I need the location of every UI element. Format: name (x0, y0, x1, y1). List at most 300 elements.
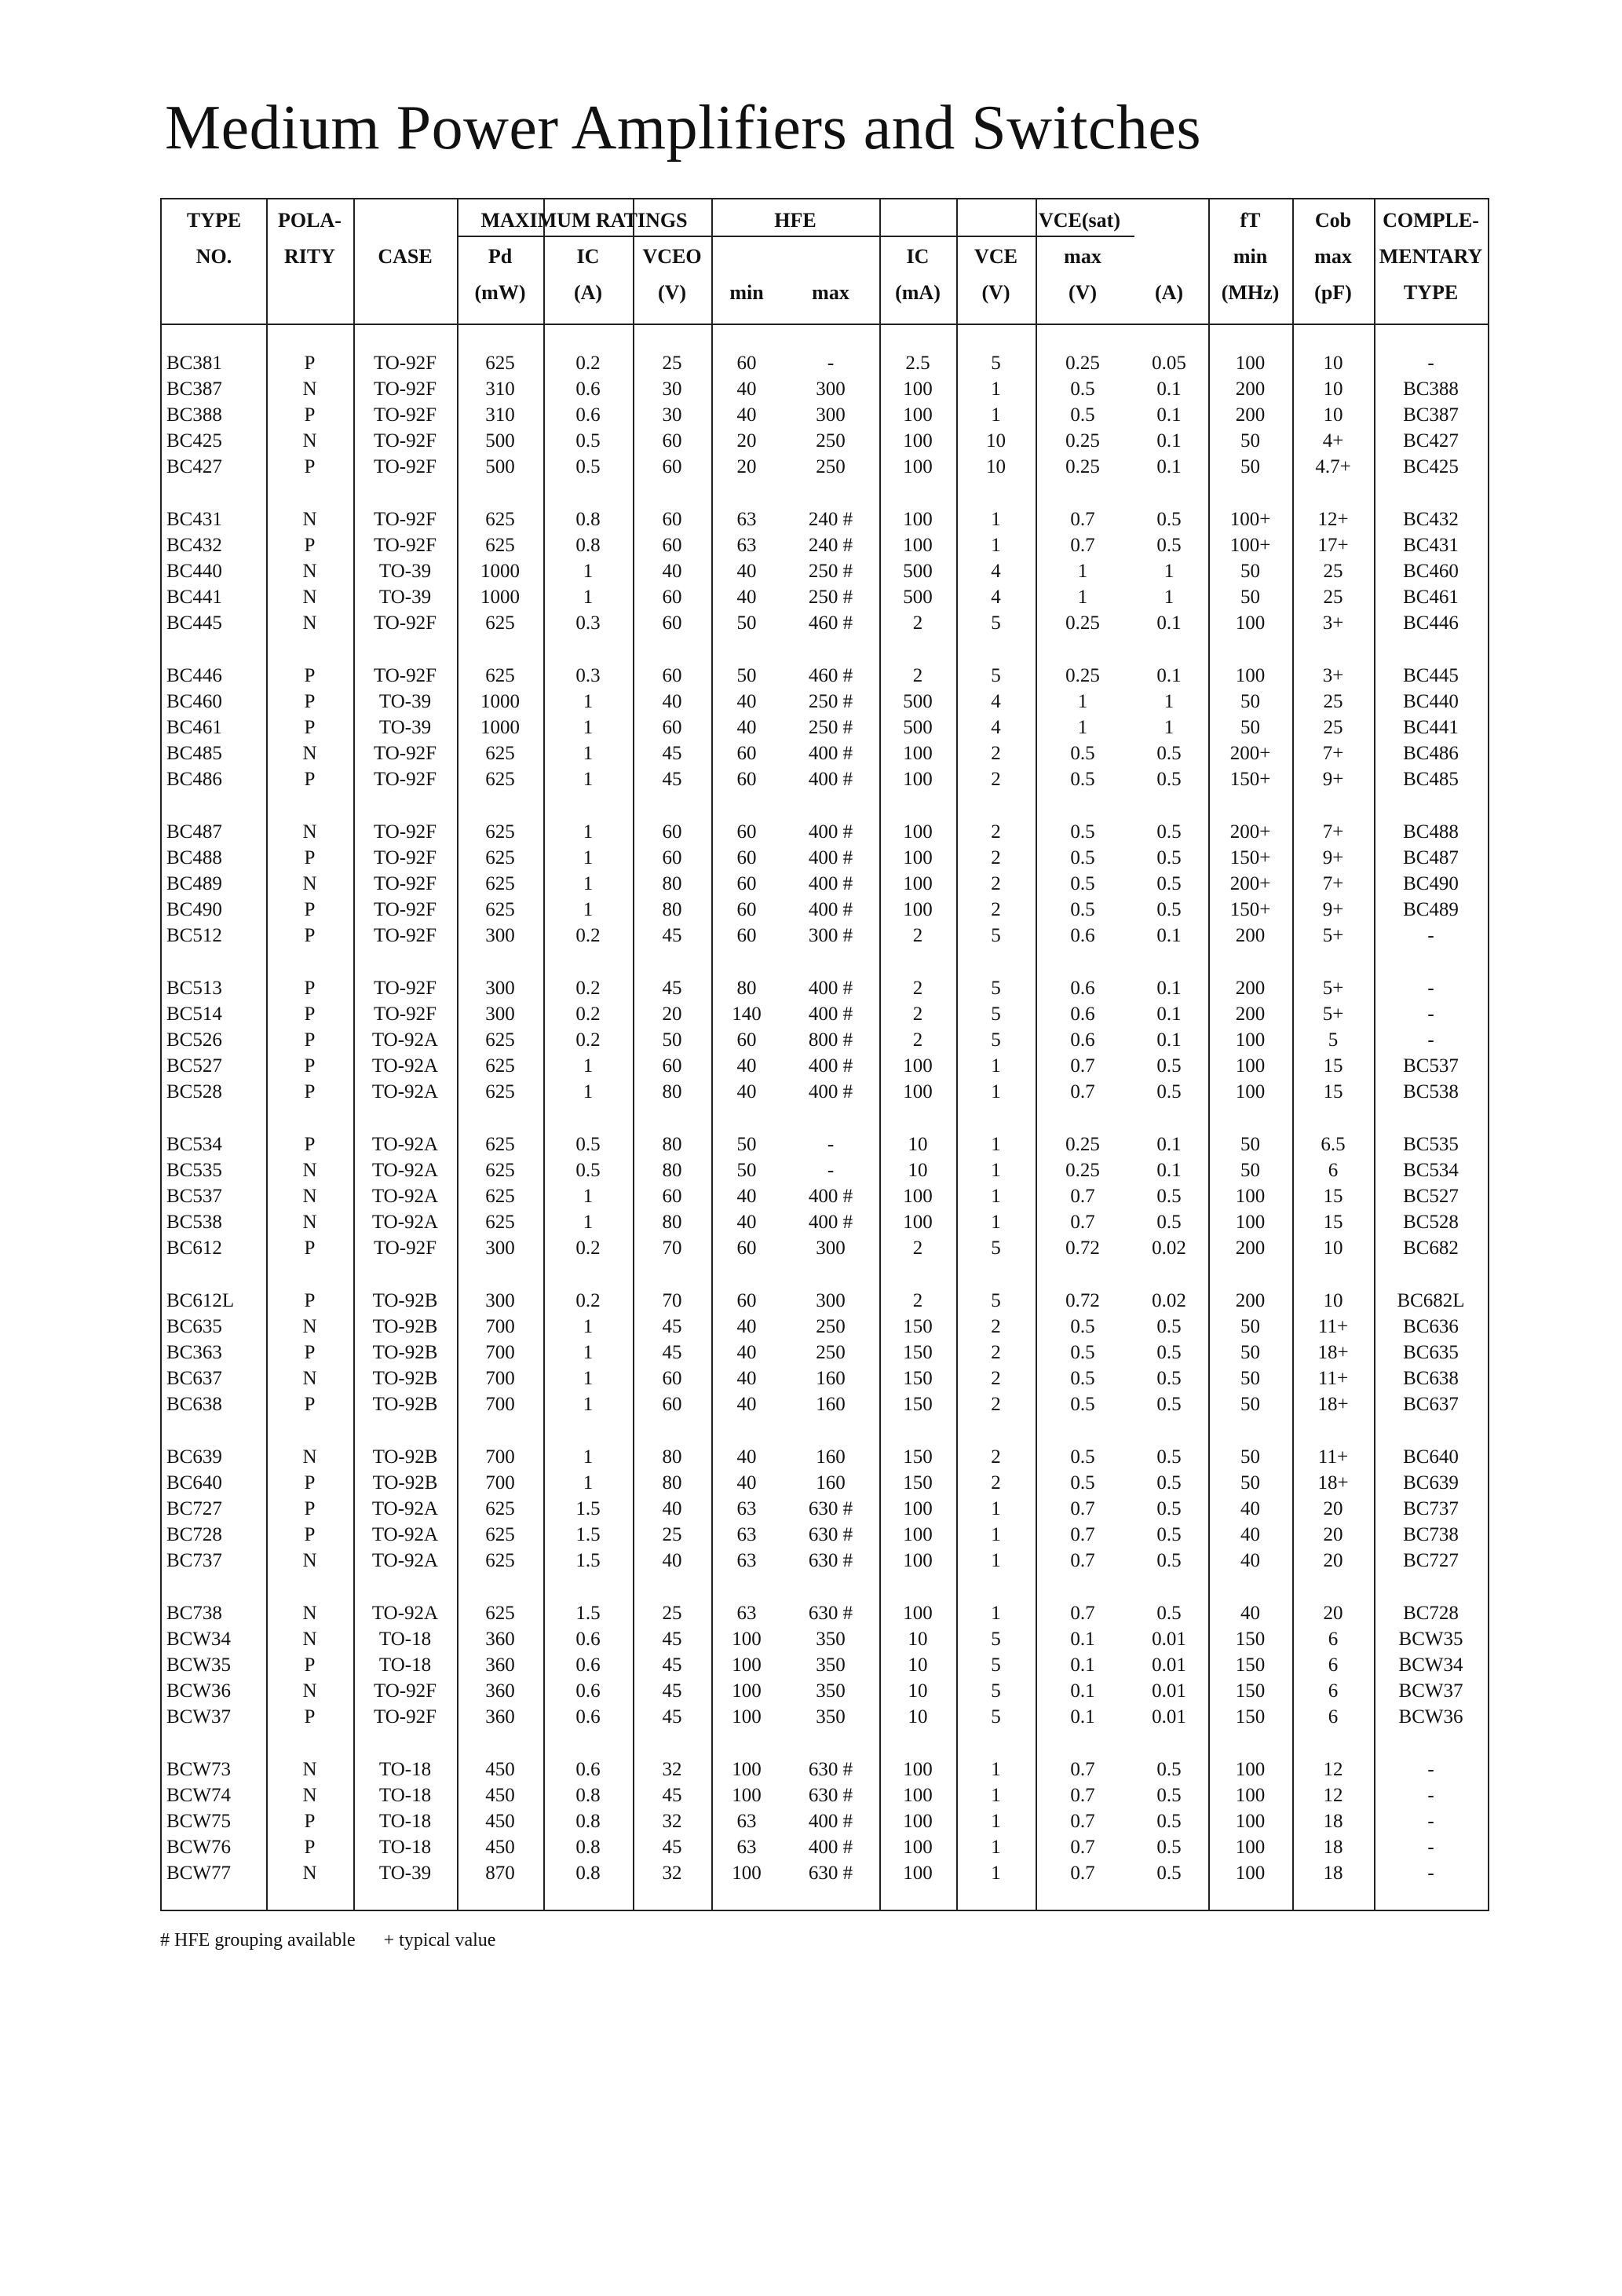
cell-type-no: BC635 (166, 1316, 222, 1337)
cell-vcesat-a: 0.5 (1156, 535, 1182, 556)
header-polarity: POLA- (278, 209, 342, 232)
cell-hfe-min: 40 (736, 404, 757, 426)
cell-ic: 0.5 (575, 1134, 601, 1155)
cell-hfe-max: 400 # (808, 1004, 853, 1025)
cell-vceo: 80 (662, 1446, 682, 1468)
cell-ft-min: 100 (1235, 1055, 1266, 1077)
cell-complementary: BC534 (1403, 1160, 1459, 1181)
cell-hfe-min: 50 (736, 1160, 757, 1181)
cell-ft-min: 50 (1240, 1446, 1260, 1468)
cell-ic: 0.6 (575, 1706, 601, 1727)
cell-ic: 0.6 (575, 404, 601, 426)
cell-hfe-ic: 100 (903, 743, 933, 764)
cell-ic: 0.2 (575, 353, 601, 374)
cell-vcesat-max: 0.5 (1070, 847, 1095, 868)
cell-complementary: BC486 (1403, 743, 1459, 764)
cell-case: TO-92F (373, 456, 437, 477)
cell-vceo: 25 (662, 353, 682, 374)
cell-cob-max: 4+ (1322, 430, 1344, 452)
cell-hfe-min: 40 (736, 717, 757, 738)
header-no: NO. (195, 245, 232, 268)
cell-ic: 0.5 (575, 456, 601, 477)
cell-vcesat-a: 0.5 (1156, 1498, 1182, 1519)
cell-hfe-min: 40 (736, 561, 757, 582)
cell-ic: 1.5 (575, 1498, 601, 1519)
cell-ic: 0.2 (575, 1238, 601, 1259)
cell-type-no: BC446 (166, 665, 222, 686)
header-vcesat-max-unit: (V) (1068, 281, 1098, 304)
cell-type-no: BC527 (166, 1055, 222, 1077)
cell-case: TO-18 (378, 1785, 432, 1806)
cell-type-no: BC738 (166, 1603, 222, 1624)
cell-ic: 0.6 (575, 1654, 601, 1676)
cell-hfe-vce: 2 (991, 1472, 1001, 1493)
cell-hfe-max: 630 # (808, 1759, 853, 1780)
cell-hfe-min: 40 (736, 587, 757, 608)
header-hfe-vce-unit: (V) (981, 281, 1010, 304)
cell-vcesat-max: 0.7 (1070, 1524, 1095, 1545)
cell-ic: 1 (583, 717, 594, 738)
cell-ic: 1.5 (575, 1603, 601, 1624)
cell-ft-min: 100 (1235, 612, 1266, 634)
cell-hfe-vce: 5 (991, 1004, 1001, 1025)
cell-vceo: 50 (662, 1029, 682, 1051)
cell-ft-min: 100 (1235, 1863, 1266, 1884)
header-ft: fT (1240, 209, 1261, 232)
cell-case: TO-92A (371, 1550, 439, 1571)
cell-cob-max: 18+ (1317, 1342, 1349, 1363)
cell-complementary: - (1427, 1837, 1434, 1858)
cell-pd: 500 (485, 430, 515, 452)
cell-pd: 700 (485, 1472, 515, 1493)
cell-case: TO-92F (373, 378, 437, 400)
cell-vceo: 60 (662, 665, 682, 686)
cell-polarity: N (302, 1759, 317, 1780)
cell-hfe-vce: 5 (991, 1029, 1001, 1051)
cell-ic: 1 (583, 691, 594, 712)
cell-hfe-vce: 5 (991, 925, 1001, 946)
cell-hfe-vce: 5 (991, 353, 1001, 374)
cell-type-no: BCW74 (166, 1785, 231, 1806)
cell-case: TO-92F (373, 978, 437, 999)
cell-type-no: BCW37 (166, 1706, 231, 1727)
cell-cob-max: 9+ (1322, 847, 1344, 868)
cell-case: TO-92F (373, 404, 437, 426)
cell-ic: 0.8 (575, 1863, 601, 1884)
cell-complementary: BC535 (1403, 1134, 1459, 1155)
cell-hfe-vce: 2 (991, 847, 1001, 868)
cell-hfe-min: 50 (736, 612, 757, 634)
cell-hfe-ic: 100 (903, 1837, 933, 1858)
cell-hfe-max: 240 # (808, 509, 853, 530)
cell-polarity: N (302, 612, 317, 634)
cell-type-no: BC431 (166, 509, 222, 530)
hfe-rule (711, 236, 1036, 237)
cell-vcesat-a: 0.1 (1156, 612, 1182, 634)
cell-hfe-min: 63 (736, 509, 757, 530)
cell-hfe-ic: 100 (903, 509, 933, 530)
cell-ic: 0.3 (575, 612, 601, 634)
cell-hfe-vce: 5 (991, 1680, 1001, 1702)
cell-hfe-min: 100 (732, 1654, 762, 1676)
cell-ic: 0.6 (575, 1629, 601, 1650)
cell-hfe-vce: 5 (991, 612, 1001, 634)
cell-hfe-vce: 2 (991, 1342, 1001, 1363)
footnote-typical: + typical value (383, 1930, 496, 1951)
cell-pd: 1000 (480, 717, 520, 738)
cell-hfe-ic: 100 (903, 821, 933, 843)
cell-hfe-max: 300 (816, 1290, 846, 1311)
cell-vceo: 60 (662, 847, 682, 868)
cell-hfe-max: 630 # (808, 1524, 853, 1545)
cell-type-no: BC537 (166, 1186, 222, 1207)
cell-hfe-ic: 100 (903, 899, 933, 920)
cell-type-no: BC486 (166, 769, 222, 790)
cell-hfe-min: 20 (736, 430, 757, 452)
cell-ft-min: 50 (1240, 587, 1260, 608)
cell-ic: 0.8 (575, 535, 601, 556)
cell-hfe-min: 63 (736, 1550, 757, 1571)
cell-ic: 0.6 (575, 1759, 601, 1780)
cell-vceo: 80 (662, 899, 682, 920)
cell-hfe-min: 100 (732, 1863, 762, 1884)
cell-vcesat-a: 0.5 (1156, 769, 1182, 790)
cell-hfe-ic: 100 (903, 1863, 933, 1884)
cell-hfe-min: 60 (736, 1238, 757, 1259)
cell-vcesat-max: 0.5 (1070, 1316, 1095, 1337)
cell-vcesat-max: 1 (1077, 691, 1088, 712)
cell-hfe-vce: 4 (991, 561, 1001, 582)
cell-type-no: BCW36 (166, 1680, 231, 1702)
cell-hfe-ic: 2 (912, 1004, 923, 1025)
header-comp-3: TYPE (1403, 281, 1459, 304)
cell-vcesat-max: 1 (1077, 561, 1088, 582)
cell-hfe-vce: 1 (991, 1759, 1001, 1780)
cell-vcesat-a: 0.1 (1156, 430, 1182, 452)
cell-hfe-vce: 1 (991, 1785, 1001, 1806)
cell-hfe-vce: 5 (991, 1290, 1001, 1311)
cell-cob-max: 10 (1323, 1290, 1343, 1311)
cell-vcesat-a: 0.5 (1156, 1811, 1182, 1832)
cell-hfe-ic: 2 (912, 665, 923, 686)
cell-vcesat-a: 0.5 (1156, 873, 1182, 894)
cell-pd: 870 (485, 1863, 515, 1884)
cell-case: TO-92A (371, 1029, 439, 1051)
cell-vceo: 45 (662, 1785, 682, 1806)
cell-hfe-ic: 100 (903, 873, 933, 894)
cell-vceo: 60 (662, 587, 682, 608)
header-hfe-vce: VCE (974, 245, 1017, 268)
footnote (160, 1930, 519, 1951)
cell-ft-min: 200 (1235, 404, 1266, 426)
cell-case: TO-18 (378, 1654, 432, 1676)
cell-hfe-vce: 10 (986, 430, 1006, 452)
cell-hfe-max: 160 (816, 1394, 846, 1415)
cell-type-no: BC526 (166, 1029, 222, 1051)
header-ft-min: min (1233, 245, 1268, 268)
cell-pd: 300 (485, 1290, 515, 1311)
cell-polarity: N (302, 743, 317, 764)
cell-hfe-vce: 2 (991, 769, 1001, 790)
cell-ic: 1 (583, 821, 594, 843)
cell-pd: 625 (485, 1212, 515, 1233)
cell-type-no: BC514 (166, 1004, 222, 1025)
cell-type-no: BCW76 (166, 1837, 231, 1858)
cell-complementary: BC446 (1403, 612, 1459, 634)
cell-hfe-ic: 150 (903, 1342, 933, 1363)
cell-hfe-max: 400 # (808, 1081, 853, 1102)
cell-hfe-min: 60 (736, 353, 757, 374)
cell-complementary: BC737 (1403, 1498, 1459, 1519)
header-comp: COMPLE- (1383, 209, 1479, 232)
cell-type-no: BC425 (166, 430, 222, 452)
header-ic: IC (576, 245, 600, 268)
cell-type-no: BC612 (166, 1238, 222, 1259)
cell-polarity: N (302, 1446, 317, 1468)
cell-ic: 1 (583, 1342, 594, 1363)
cell-hfe-ic: 100 (903, 404, 933, 426)
cell-hfe-ic: 2 (912, 978, 923, 999)
cell-polarity: P (304, 456, 316, 477)
cell-hfe-min: 60 (736, 1290, 757, 1311)
cell-vcesat-max: 0.5 (1070, 1472, 1095, 1493)
cell-hfe-min: 63 (736, 1498, 757, 1519)
cell-hfe-ic: 500 (903, 587, 933, 608)
cell-type-no: BC487 (166, 821, 222, 843)
cell-hfe-max: 350 (816, 1654, 846, 1676)
cell-ft-min: 50 (1240, 456, 1260, 477)
cell-hfe-max: 300 (816, 1238, 846, 1259)
cell-vcesat-a: 0.1 (1156, 378, 1182, 400)
cell-polarity: N (302, 821, 317, 843)
cell-case: TO-92B (372, 1342, 438, 1363)
cell-complementary: BC387 (1403, 404, 1459, 426)
cell-hfe-max: 400 # (808, 1055, 853, 1077)
cell-hfe-ic: 100 (903, 1055, 933, 1077)
cell-ft-min: 200 (1235, 378, 1266, 400)
cell-cob-max: 18 (1323, 1811, 1343, 1832)
cell-polarity: N (302, 587, 317, 608)
cell-ft-min: 200 (1235, 925, 1266, 946)
cell-hfe-max: 250 (816, 430, 846, 452)
cell-pd: 700 (485, 1342, 515, 1363)
cell-vceo: 45 (662, 769, 682, 790)
cell-hfe-vce: 2 (991, 899, 1001, 920)
cell-vcesat-a: 0.5 (1156, 1837, 1182, 1858)
cell-hfe-max: 350 (816, 1680, 846, 1702)
cell-hfe-ic: 10 (908, 1629, 928, 1650)
cell-hfe-max: 240 # (808, 535, 853, 556)
cell-hfe-min: 63 (736, 535, 757, 556)
cell-pd: 360 (485, 1629, 515, 1650)
cell-vcesat-max: 0.5 (1070, 1446, 1095, 1468)
cell-cob-max: 3+ (1322, 665, 1344, 686)
cell-polarity: N (302, 1550, 317, 1571)
cell-ic: 1 (583, 587, 594, 608)
cell-cob-max: 18+ (1317, 1394, 1349, 1415)
cell-hfe-ic: 150 (903, 1316, 933, 1337)
cell-hfe-vce: 1 (991, 1081, 1001, 1102)
cell-hfe-min: 40 (736, 1446, 757, 1468)
cell-vcesat-a: 1 (1164, 561, 1174, 582)
cell-cob-max: 5 (1328, 1029, 1339, 1051)
cell-ic: 0.2 (575, 925, 601, 946)
header-hfe-min: min (729, 281, 764, 304)
cell-vceo: 45 (662, 1629, 682, 1650)
cell-hfe-ic: 100 (903, 1550, 933, 1571)
cell-hfe-max: 400 # (808, 1837, 853, 1858)
cell-ic: 0.6 (575, 378, 601, 400)
cell-ft-min: 150 (1235, 1629, 1266, 1650)
cell-vceo: 80 (662, 1134, 682, 1155)
cell-hfe-min: 40 (736, 1186, 757, 1207)
cell-vcesat-max: 0.1 (1070, 1680, 1095, 1702)
cell-polarity: P (304, 404, 316, 426)
cell-hfe-max: 300 (816, 378, 846, 400)
cell-complementary: BC637 (1403, 1394, 1459, 1415)
cell-cob-max: 20 (1323, 1550, 1343, 1571)
cell-vcesat-max: 0.25 (1065, 456, 1100, 477)
header-ic-unit: (A) (573, 281, 603, 304)
cell-case: TO-92B (372, 1290, 438, 1311)
cell-hfe-ic: 2.5 (905, 353, 930, 374)
header-vcesat: VCE(sat) (1039, 209, 1120, 232)
header-hfe-ic: IC (906, 245, 930, 268)
cell-ft-min: 200+ (1229, 873, 1271, 894)
cell-case: TO-92B (372, 1394, 438, 1415)
cell-polarity: N (302, 1186, 317, 1207)
cell-polarity: N (302, 1160, 317, 1181)
cell-hfe-max: 400 # (808, 847, 853, 868)
cell-polarity: N (302, 378, 317, 400)
cell-type-no: BC460 (166, 691, 222, 712)
cell-hfe-min: 63 (736, 1811, 757, 1832)
cell-vcesat-a: 0.1 (1156, 978, 1182, 999)
cell-vcesat-a: 0.5 (1156, 1394, 1182, 1415)
cell-ft-min: 100 (1235, 1811, 1266, 1832)
cell-ic: 1 (583, 1394, 594, 1415)
cell-cob-max: 6 (1328, 1706, 1339, 1727)
cell-hfe-ic: 100 (903, 456, 933, 477)
cell-ic: 0.2 (575, 978, 601, 999)
cell-complementary: BC638 (1403, 1368, 1459, 1389)
cell-cob-max: 25 (1323, 587, 1343, 608)
cell-vcesat-a: 0.02 (1152, 1238, 1186, 1259)
cell-hfe-min: 140 (732, 1004, 762, 1025)
header-comp-2: MENTARY (1379, 245, 1483, 268)
cell-ft-min: 100 (1235, 1212, 1266, 1233)
cell-hfe-ic: 100 (903, 1498, 933, 1519)
cell-type-no: BC485 (166, 743, 222, 764)
cell-ft-min: 150+ (1229, 847, 1271, 868)
cell-ft-min: 150+ (1229, 899, 1271, 920)
cell-vcesat-max: 0.5 (1070, 821, 1095, 843)
cell-vcesat-a: 0.1 (1156, 1029, 1182, 1051)
cell-hfe-ic: 100 (903, 1603, 933, 1624)
header-vcesat-a: (A) (1154, 281, 1184, 304)
header-pd-unit: (mW) (474, 281, 526, 304)
cell-vcesat-a: 0.02 (1152, 1290, 1186, 1311)
cell-polarity: P (304, 1811, 316, 1832)
cell-vcesat-a: 0.5 (1156, 1368, 1182, 1389)
cell-hfe-max: 300 (816, 404, 846, 426)
cell-vcesat-max: 0.6 (1070, 1004, 1095, 1025)
cell-polarity: P (304, 717, 316, 738)
cell-ic: 1 (583, 1472, 594, 1493)
cell-polarity: P (304, 978, 316, 999)
cell-ft-min: 200+ (1229, 821, 1271, 843)
cell-hfe-max: 250 # (808, 561, 853, 582)
cell-type-no: BC512 (166, 925, 222, 946)
cell-vceo: 80 (662, 1081, 682, 1102)
cell-ic: 1 (583, 873, 594, 894)
cell-ft-min: 40 (1240, 1498, 1260, 1519)
cell-hfe-ic: 10 (908, 1680, 928, 1702)
cell-vceo: 45 (662, 1706, 682, 1727)
cell-complementary: - (1427, 353, 1434, 374)
cell-cob-max: 18 (1323, 1837, 1343, 1858)
cell-case: TO-39 (378, 691, 432, 712)
cell-vcesat-max: 0.7 (1070, 1498, 1095, 1519)
cell-type-no: BC381 (166, 353, 222, 374)
cell-vcesat-a: 0.5 (1156, 1472, 1182, 1493)
cell-ft-min: 50 (1240, 430, 1260, 452)
cell-cob-max: 15 (1323, 1055, 1343, 1077)
cell-vcesat-max: 0.7 (1070, 509, 1095, 530)
cell-hfe-max: 400 # (808, 769, 853, 790)
cell-hfe-max: 250 # (808, 587, 853, 608)
cell-ic: 0.2 (575, 1290, 601, 1311)
cell-pd: 625 (485, 1055, 515, 1077)
cell-case: TO-92F (373, 1706, 437, 1727)
cell-complementary: - (1427, 978, 1434, 999)
cell-complementary: BC639 (1403, 1472, 1459, 1493)
cell-case: TO-92A (371, 1212, 439, 1233)
cell-polarity: N (302, 561, 317, 582)
cell-complementary: BC727 (1403, 1550, 1459, 1571)
cell-hfe-ic: 100 (903, 1759, 933, 1780)
cell-hfe-min: 60 (736, 769, 757, 790)
cell-hfe-max: 160 (816, 1446, 846, 1468)
cell-vceo: 60 (662, 456, 682, 477)
cell-hfe-min: 63 (736, 1837, 757, 1858)
cell-type-no: BCW75 (166, 1811, 231, 1832)
cell-cob-max: 18+ (1317, 1472, 1349, 1493)
cell-case: TO-18 (378, 1629, 432, 1650)
cell-pd: 625 (485, 1029, 515, 1051)
cell-vcesat-a: 0.5 (1156, 1186, 1182, 1207)
cell-complementary: BC682L (1397, 1290, 1465, 1311)
cell-vceo: 30 (662, 404, 682, 426)
header-cob-max: max (1314, 245, 1352, 268)
cell-complementary: - (1427, 925, 1434, 946)
cell-hfe-min: 40 (736, 378, 757, 400)
cell-vcesat-a: 0.1 (1156, 404, 1182, 426)
cell-hfe-max: 350 (816, 1706, 846, 1727)
cell-hfe-min: 100 (732, 1759, 762, 1780)
cell-hfe-max: 400 # (808, 978, 853, 999)
cell-vceo: 40 (662, 561, 682, 582)
cell-complementary: BC528 (1403, 1212, 1459, 1233)
cell-type-no: BCW35 (166, 1654, 231, 1676)
cell-pd: 625 (485, 612, 515, 634)
cell-hfe-ic: 100 (903, 1811, 933, 1832)
cell-hfe-max: 630 # (808, 1603, 853, 1624)
cell-vcesat-a: 0.01 (1152, 1680, 1186, 1702)
cell-complementary: BC440 (1403, 691, 1459, 712)
cell-case: TO-92F (373, 899, 437, 920)
cell-vcesat-a: 1 (1164, 691, 1174, 712)
